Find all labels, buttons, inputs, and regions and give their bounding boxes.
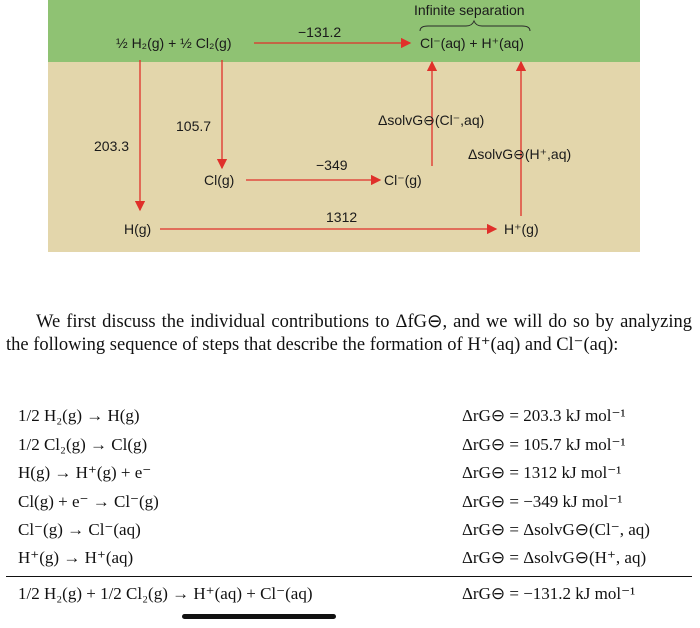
cl-minus-g-label: Cl⁻(g) — [384, 172, 422, 188]
step-row — [0, 463, 700, 489]
top-value: −131.2 — [298, 24, 342, 40]
step-row — [0, 548, 700, 574]
infinite-separation-label: Infinite separation — [414, 2, 525, 18]
products-label: Cl⁻(aq) + H⁺(aq) — [420, 35, 524, 51]
step-row — [0, 435, 700, 461]
step-row — [0, 492, 700, 518]
paragraph-text: We first discuss the individual contributions to ΔfG⊖, and we will do so by analyzing the following sequence of steps that describe the formation of H⁺(aq) and Cl⁻(aq): — [6, 312, 692, 355]
reactants-label: ½ H₂(g) + ½ Cl₂(g) — [116, 35, 232, 51]
step-reaction: 1/2 Cl₂(g) → Cl(g) — [18, 435, 148, 454]
step-value: ΔrG⊖ = ΔsolvG⊖(H⁺, aq) — [462, 548, 647, 567]
step-row — [0, 406, 700, 432]
step-reaction: H(g) → H⁺(g) + e⁻ — [18, 463, 152, 482]
step-value: ΔrG⊖ = −349 kJ mol⁻¹ — [462, 492, 623, 511]
overall-row — [0, 584, 700, 610]
cl-atomization-value: 105.7 — [176, 118, 212, 134]
step-reaction: Cl(g) + e⁻ → Cl⁻(g) — [18, 492, 159, 511]
solv-cl-label: ΔsolvG⊖(Cl⁻,aq) — [378, 112, 485, 128]
step-value: ΔrG⊖ = 1312 kJ mol⁻¹ — [462, 463, 622, 482]
overall-reaction: 1/2 H₂(g) + 1/2 Cl₂(g) → H⁺(aq) + Cl⁻(aq) — [18, 584, 313, 603]
step-value: ΔrG⊖ = 105.7 kJ mol⁻¹ — [462, 435, 626, 454]
home-indicator[interactable] — [182, 614, 336, 619]
overall-value: ΔrG⊖ = −131.2 kJ mol⁻¹ — [462, 584, 636, 603]
step-reaction: Cl⁻(g) → Cl⁻(aq) — [18, 520, 141, 539]
h-plus-g-label: H⁺(g) — [504, 221, 539, 237]
solv-h-label: ΔsolvG⊖(H⁺,aq) — [468, 146, 572, 162]
ionization-value: 1312 — [326, 209, 358, 225]
step-reaction: 1/2 H₂(g) → H(g) — [18, 406, 140, 425]
h-atomization-value: 203.3 — [94, 138, 130, 154]
cl-g-label: Cl(g) — [204, 172, 235, 188]
step-value: ΔrG⊖ = 203.3 kJ mol⁻¹ — [462, 406, 626, 425]
thermochemical-cycle-diagram — [48, 0, 640, 252]
step-value: ΔrG⊖ = ΔsolvG⊖(Cl⁻, aq) — [462, 520, 650, 539]
electron-affinity-value: −349 — [316, 157, 348, 173]
h-g-label: H(g) — [124, 221, 152, 237]
intro-paragraph — [6, 311, 692, 357]
sum-rule — [6, 576, 692, 577]
step-reaction: H⁺(g) → H⁺(aq) — [18, 548, 134, 567]
step-row — [0, 520, 700, 546]
brace — [420, 21, 530, 31]
